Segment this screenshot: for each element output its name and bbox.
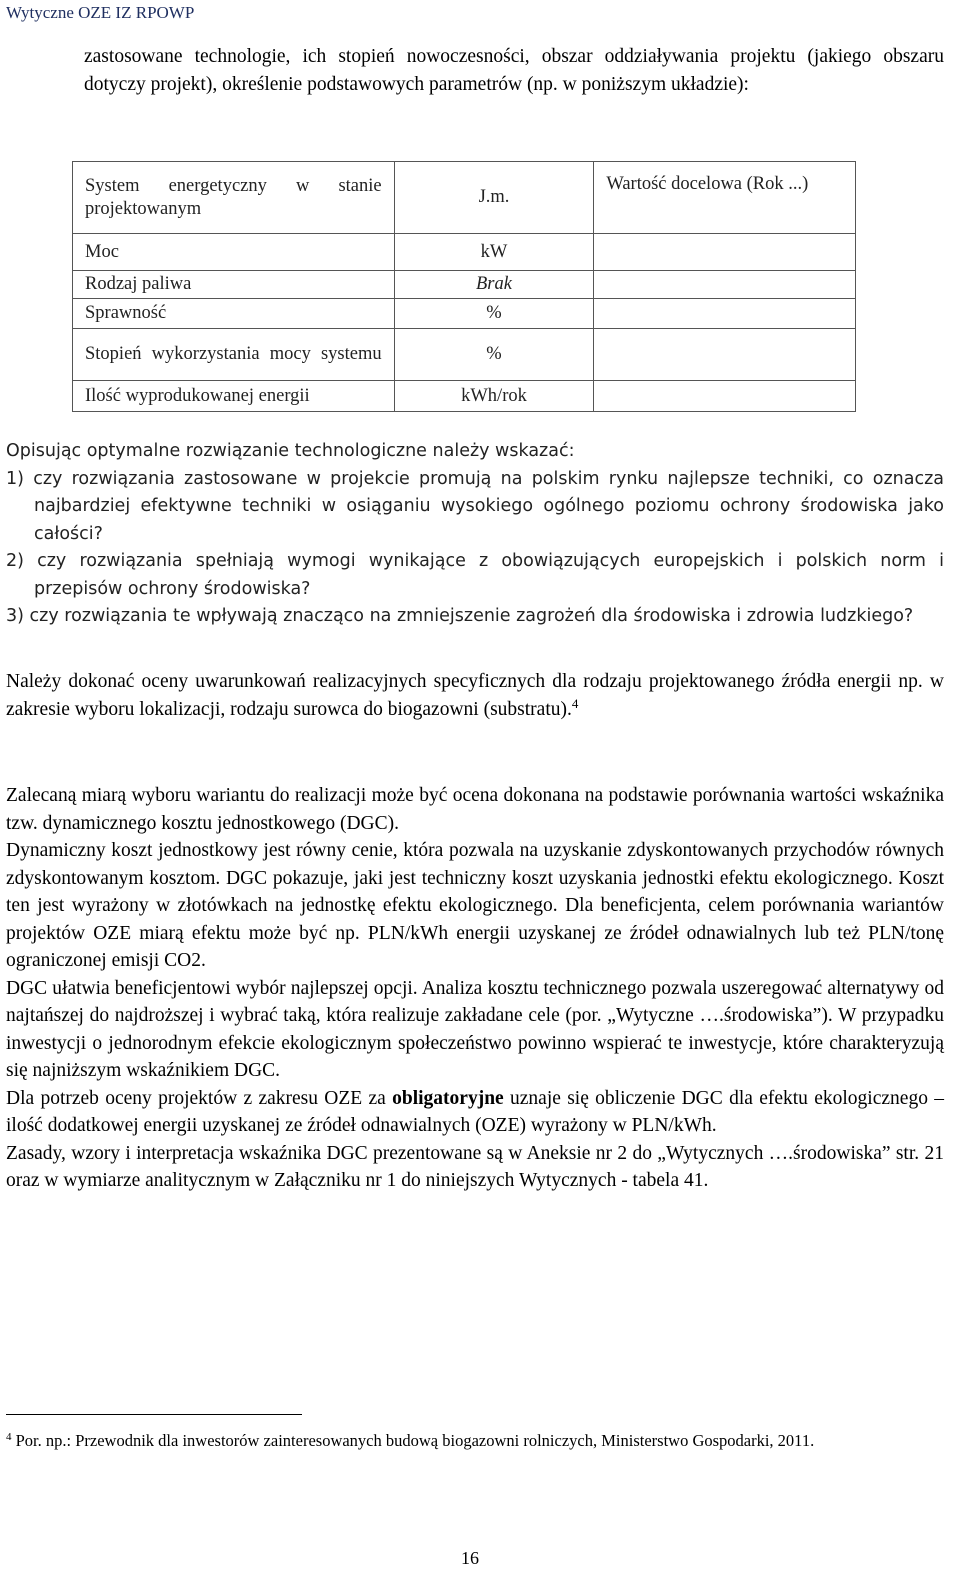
row-unit: Brak [394, 271, 594, 299]
header-system-cell: System energetyczny w stanie projektowanym [73, 162, 395, 234]
obligatory-emphasis: obligatoryjne [392, 1087, 504, 1109]
table-row [73, 271, 856, 299]
list-number: 3) [6, 606, 24, 626]
footnote-number: 4 [6, 1431, 12, 1443]
footnote-separator [6, 1414, 302, 1415]
row-unit: kWh/rok [394, 381, 594, 412]
list-item [6, 548, 944, 603]
assessment-text: Należy dokonać oceny uwarunkowań realizacyjnych specyficznych dla rodzaju projektowanego źródła energii np. w zakresie wyboru lokalizacji, rodzaju surowca do biogazowni (substratu). [6, 671, 944, 720]
list-number: 1) [6, 468, 24, 489]
list-text: czy rozwiązania te wpływają znacząco na zmniejszenie zagrożeń dla środowiska i zdrowia ludzkiego? [29, 606, 914, 626]
row-unit: % [394, 329, 594, 381]
header-value-cell: Wartość docelowa (Rok ...) [594, 162, 856, 234]
list-text: czy rozwiązania zastosowane w projekcie promują na polskim rynku najlepsze techniki, co oznacza najbardziej efektywne techniki w osiąganiu wysokiego ogólnego poziomu ochrony środowiska jako całości? [33, 468, 944, 544]
list-number: 2) [6, 551, 24, 571]
row-value [594, 329, 856, 381]
list-item [6, 603, 944, 631]
assessment-paragraph [6, 668, 944, 723]
row-value [594, 381, 856, 412]
row-label: Sprawność [73, 299, 395, 329]
running-header: Wytyczne OZE IZ RPOWP [6, 3, 195, 22]
dgc-paragraph-2: Dynamiczny koszt jednostkowy jest równy cenie, która pozwala na uzyskanie zdyskontowanych przychodów równych zdyskontowanym kosztom. DGC pokazuje, jaki jest techniczny koszt uzyskania jednostki efektu ekologicznego. Koszt ten jest wyrażony w złotówkach na jednostkę efektu ekologicznego. Dla beneficjenta, celem porównania wariantów projektów OZE miarą efektu może być np. PLN/kWh energii uzyskanej ze źródeł odnawialnych lub też PLN/tonę ograniczonej emisji CO2. [6, 840, 944, 971]
dgc-paragraph-5: Zasady, wzory i interpretacja wskaźnika DGC prezentowane są w Aneksie nr 2 do „Wytycznych ….środowiska” str. 21 oraz w wymiarze analitycznym w Załączniku nr 1 do niniejszych Wytycznych - tabela 41. [6, 1142, 944, 1191]
intro-paragraph: zastosowane technologie, ich stopień nowoczesności, obszar oddziaływania projektu (jakiego obszaru dotyczy projekt), określenie podstawowych parametrów (np. w poniższym układzie): [84, 46, 944, 95]
dgc-paragraph-1: Zalecaną miarą wyboru wariantu do realizacji może być ocena dokonana na podstawie porównania wartości wskaźnika tzw. dynamicznego kosztu jednostkowego (DGC). [6, 785, 944, 834]
footnote-text: Por. np.: Przewodnik dla inwestorów zainteresowanych budową biogazowni rolniczych, Ministerstwo Gospodarki, 2011. [11, 1431, 815, 1450]
dgc-paragraph-3: DGC ułatwia beneficjentowi wybór najlepszej opcji. Analiza kosztu technicznego pozwala uszeregować alternatywy od najtańszej do najdroższej i wybrać taką, która realizuje zakładane cele (por. „Wytyczne ….środowiska”). W przypadku inwestycji o jednorodnym efekcie ekologicznym społeczeństwo powinno wspierać te inwestycje, które charakteryzują się najniższym wskaźnikiem DGC. [6, 977, 944, 1081]
table-row [73, 381, 856, 412]
table-row [73, 234, 856, 271]
row-unit: % [394, 299, 594, 329]
criteria-intro: Opisując optymalne rozwiązanie technologiczne należy wskazać: [6, 441, 575, 461]
list-text: czy rozwiązania spełniają wymogi wynikające z obowiązujących europejskich i polskich norm i przepisów ochrony środowiska? [34, 551, 944, 599]
dgc-paragraph-4: Dla potrzeb oceny projektów z zakresu OZE za obligatoryjne uznaje się obliczenie DGC dla efektu ekologicznego – ilość dodatkowej energii uzyskanej ze źródeł odnawialnych (OZE) wyrażony w PLN/kWh. [6, 1087, 944, 1136]
table-header-row [73, 162, 856, 234]
criteria-section [6, 438, 944, 631]
row-value [594, 271, 856, 299]
row-value [594, 299, 856, 329]
table-row [73, 299, 856, 329]
row-label: Ilość wyprodukowanej energii [73, 381, 395, 412]
page-number: 16 [461, 1548, 479, 1568]
footnote [6, 1429, 886, 1453]
footnote-ref[interactable]: 4 [571, 695, 579, 711]
row-unit: kW [394, 234, 594, 271]
row-label: Rodzaj paliwa [73, 271, 395, 299]
row-label: Stopień wykorzystania mocy systemu [73, 329, 395, 381]
parameters-table [72, 161, 856, 412]
dgc-section [6, 782, 944, 1195]
header-unit-cell: J.m. [394, 162, 594, 234]
row-label: Moc [73, 234, 395, 271]
list-item [6, 466, 944, 549]
table-row [73, 329, 856, 381]
row-value [594, 234, 856, 271]
